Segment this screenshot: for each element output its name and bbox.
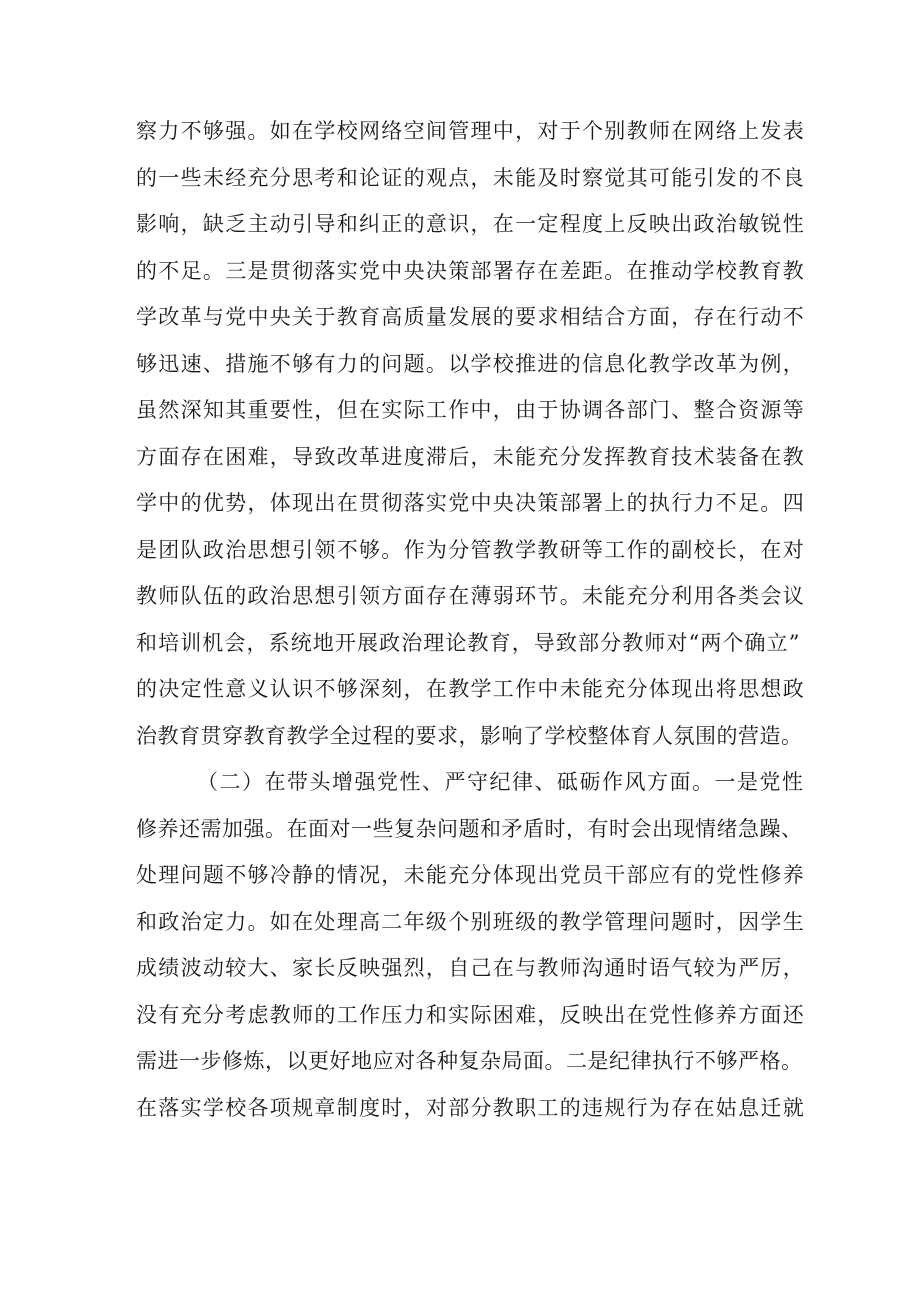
text-line: 虽然深知其重要性，但在实际工作中，由于协调各部门、整合资源等: [136, 398, 805, 422]
text-line: 成绩波动较大、家长反映强烈，自己在与教师沟通时语气较为严厉，: [136, 956, 805, 980]
text-line: 的一些未经充分思考和论证的观点，未能及时察觉其可能引发的不良: [136, 165, 805, 190]
text-line: 在落实学校各项规章制度时，对部分教职工的违规行为存在姑息迁就: [136, 1095, 805, 1120]
text-line: 学改革与党中央关于教育高质量发展的要求相结合方面，存在行动不: [136, 305, 805, 329]
text-line: 的不足。三是贯彻落实党中央决策部署存在差距。在推动学校教育教: [136, 258, 805, 283]
text-line: 和培训机会，系统地开展政治理论教育，导致部分教师对“两个确立”: [136, 630, 801, 655]
text-line: 影响，缺乏主动引导和纠正的意识，在一定程度上反映出政治敏锐性: [136, 212, 805, 236]
text-line: 没有充分考虑教师的工作压力和实际困难，反映出在党性修养方面还: [136, 1002, 805, 1027]
text-line: 学中的优势，体现出在贯彻落实党中央决策部署上的执行力不足。四: [136, 491, 805, 515]
text-line: 和政治定力。如在处理高二年级个别班级的教学管理问题时，因学生: [136, 909, 805, 934]
text-line: 教师队伍的政治思想引领方面存在薄弱环节。未能充分利用各类会议: [136, 584, 805, 608]
text-line: 够迅速、措施不够有力的问题。以学校推进的信息化教学改革为例，: [136, 351, 805, 376]
text-line: 修养还需加强。在面对一些复杂问题和矛盾时，有时会出现情绪急躁、: [136, 816, 803, 841]
paragraph-heading-line: （二）在带头增强党性、严守纪律、砥砺作风方面。一是党性: [197, 770, 805, 794]
text-line: 方面存在困难，导致改革进度滞后，未能充分发挥教育技术装备在教: [136, 444, 805, 469]
text-line: 治教育贯穿教育教学全过程的要求，影响了学校整体育人氛围的营造。: [136, 723, 803, 748]
text-line: 处理问题不够冷静的情况，未能充分体现出党员干部应有的党性修养: [136, 863, 805, 887]
body-text: [136, 108, 806, 1131]
text-line: 需进一步修炼，以更好地应对各种复杂局面。二是纪律执行不够严格。: [136, 1049, 803, 1073]
text-line: 是团队政治思想引领不够。作为分管教学教研等工作的副校长，在对: [136, 537, 805, 562]
text-line: 察力不够强。如在学校网络空间管理中，对于个别教师在网络上发表: [136, 119, 805, 143]
text-line: 的决定性意义认识不够深刻，在教学工作中未能充分体现出将思想政: [136, 677, 805, 701]
